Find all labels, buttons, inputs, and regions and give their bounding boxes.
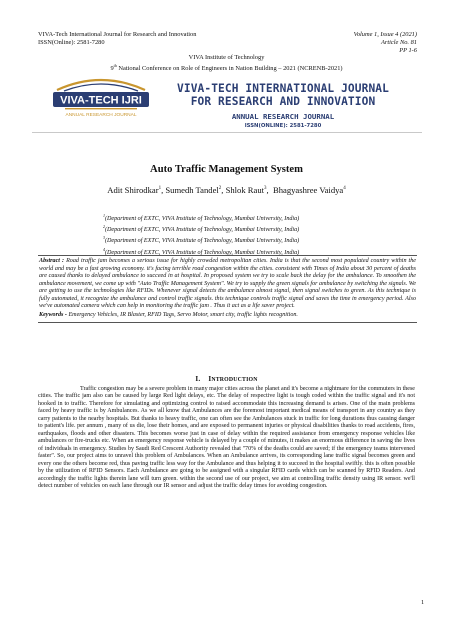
journal-banner-line2: FOR RESEARCH AND INNOVATION [190, 94, 376, 108]
header-divider [32, 132, 422, 133]
author-name: Bhagyashree Vaidya [272, 185, 344, 195]
author-name: Sumedh Tandel [165, 185, 219, 195]
journal-name: VIVA-Tech International Journal for Research and Innovation [38, 31, 197, 38]
journal-banner [163, 83, 403, 129]
journal-banner-line1: VIVA-TECH INTERNATIONAL JOURNAL [177, 82, 389, 95]
logo-tagline: ANNUAL RESEARCH JOURNAL [65, 113, 137, 118]
institute-name: VIVA Institute of Technology [188, 54, 265, 61]
abstract-box [38, 255, 417, 323]
article-number: Article No. 81 [380, 38, 417, 46]
affiliation: $^3$(Department of EXTC, VIVA Institute of Technology, Mumbai University, India) [103, 235, 300, 245]
logo-brand-text: VIVA-TECH IJRI [60, 94, 142, 107]
abstract-label: Abstract : [39, 258, 65, 264]
keywords [39, 312, 416, 320]
volume-issue: Volume 1, Issue 4 (2021) [353, 31, 417, 38]
keywords-label: Keywords - [39, 311, 67, 318]
journal-logo [51, 73, 151, 119]
logo-graphic [51, 73, 151, 119]
abstract [39, 258, 416, 311]
issn: ISSN(Online): 2581-7280 [38, 38, 105, 46]
journal-banner-issn: ISSN(ONLINE): 2581-7280 [244, 123, 322, 129]
page-range: PP 1-6 [399, 46, 417, 54]
affiliation: $^4$(Department of EXTC, VIVA Institute of Technology, Mumbai University, India) [103, 246, 300, 256]
page-number: 1 [421, 599, 425, 606]
affiliation: $^1$(Department of EXTC, VIVA Institute of Technology, Mumbai University, India) [103, 213, 300, 223]
running-header-left [38, 31, 196, 47]
author-name: Adit Shirodkar [107, 185, 159, 195]
abstract-text: Road traffic jam becomes a serious issue for highly crowded metropolitan cities. India is that the second most populated country within the world and may be a fast growing economy. it's facing terrible road congestion within the cities. consistent with Times of India about 30 percent of deaths are caused thanks to delayed ambulance to succeed in at hospital. In proposed system we try to scale back the delay for the ambulance. To smoothen the ambulance movement, we come up with "Auto Traffic Management System". We try to supply the green signals for ambulance by switching the signals. We are getting to use the technologies like RFIDs. Whenever signal detects the ambulance almost signal, then signal switches to green. As this technique is fully automated, it recognize the ambulance and control traffic signals. this technique controls traffic signal and saves the time in emergency period. Also we've automated camera which can help in monitoring the traffic jam . Thus it act as a life saver project. [39, 258, 416, 309]
paper-title: Auto Traffic Management System [150, 164, 303, 175]
conference-info [0, 54, 453, 72]
section-heading: I. INTRODUCTION [195, 375, 258, 383]
author-list: Adit Shirodkar$^1$, Sumedh Tandel$^2$, Shlok Raut$^3$, Bhagyashree Vaidya$^4$ [107, 185, 346, 195]
running-header-right [354, 31, 417, 54]
affiliations [103, 212, 403, 257]
keywords-text: Emergency Vehicles, IR Blaster, RFID Tags, Servo Motor, smart city, traffic lights recognition. [66, 311, 298, 318]
conference-name: 9th National Conference on Role of Engineers in Nation Building – 2021 (NCRENB-2021) [110, 62, 343, 72]
introduction-paragraph: Traffic congestion may be a severe problem in many major cities across the planet and it's become a nightmare for the commuters in these cities. The traffic jam also can be caused by large Red light delays, etc. The delay of respective light is tough coded within the traffic signal and it's not hooked in to traffic. Therefore for simulating and optimizing control to raised accommodate this increasing demand is arises. One of the main problems faced by heavy traffic is by Ambulances. As we all know that Ambulances are the foremost important medical means of transport in any country as they carry patients to the nearby hospitals. But thanks to heavy traffic, one can often see the Ambulances stuck in traffic for long durations thus causing danger to patient's life. per annum , many of us die, lose their homes, and are exposed to permanent injuries or physical disabilities thanks to road accidents, fires, earthquakes, floods and other disasters. This becomes worse just in case of delay within the required assistance from emergency response vehicles like ambulances or fire-trucks etc. When an emergency response vehicle is delayed by a couple of minutes, it makes an enormous difference in saving the lives of individuals in emergency. Studies by Saudi Red Crescent Authority revealed that "70% of the deaths could are saved; if the emergency teams intervened faster". So, our project aims to unravel this problem of Ambulances. When an Ambulance arrives, its corresponding lane traffic signal becomes green and every one the others become red, thus paving traffic less way for the Ambulance and thus helping it to succeed in the hospital swiftly. this is often possible by the utilization of RFID Sensors. Each Ambulance are going to be assigned with a singular RFID cards which can be scanned by RFID Readers. And accordingly the traffic lights therein lane will turn green. within the second use of our project, we aim at controlling traffic density using IR sensor. we'll detect number of vehicles on each lane through our IR sensor and adjust the traffic delay times for avoiding congestion. [38, 386, 415, 490]
journal-banner-type: ANNUAL RESEARCH JOURNAL [231, 112, 335, 121]
author-name: Shlok Raut [225, 185, 265, 195]
affiliation: $^2$(Department of EXTC, VIVA Institute of Technology, Mumbai University, India) [103, 224, 300, 234]
